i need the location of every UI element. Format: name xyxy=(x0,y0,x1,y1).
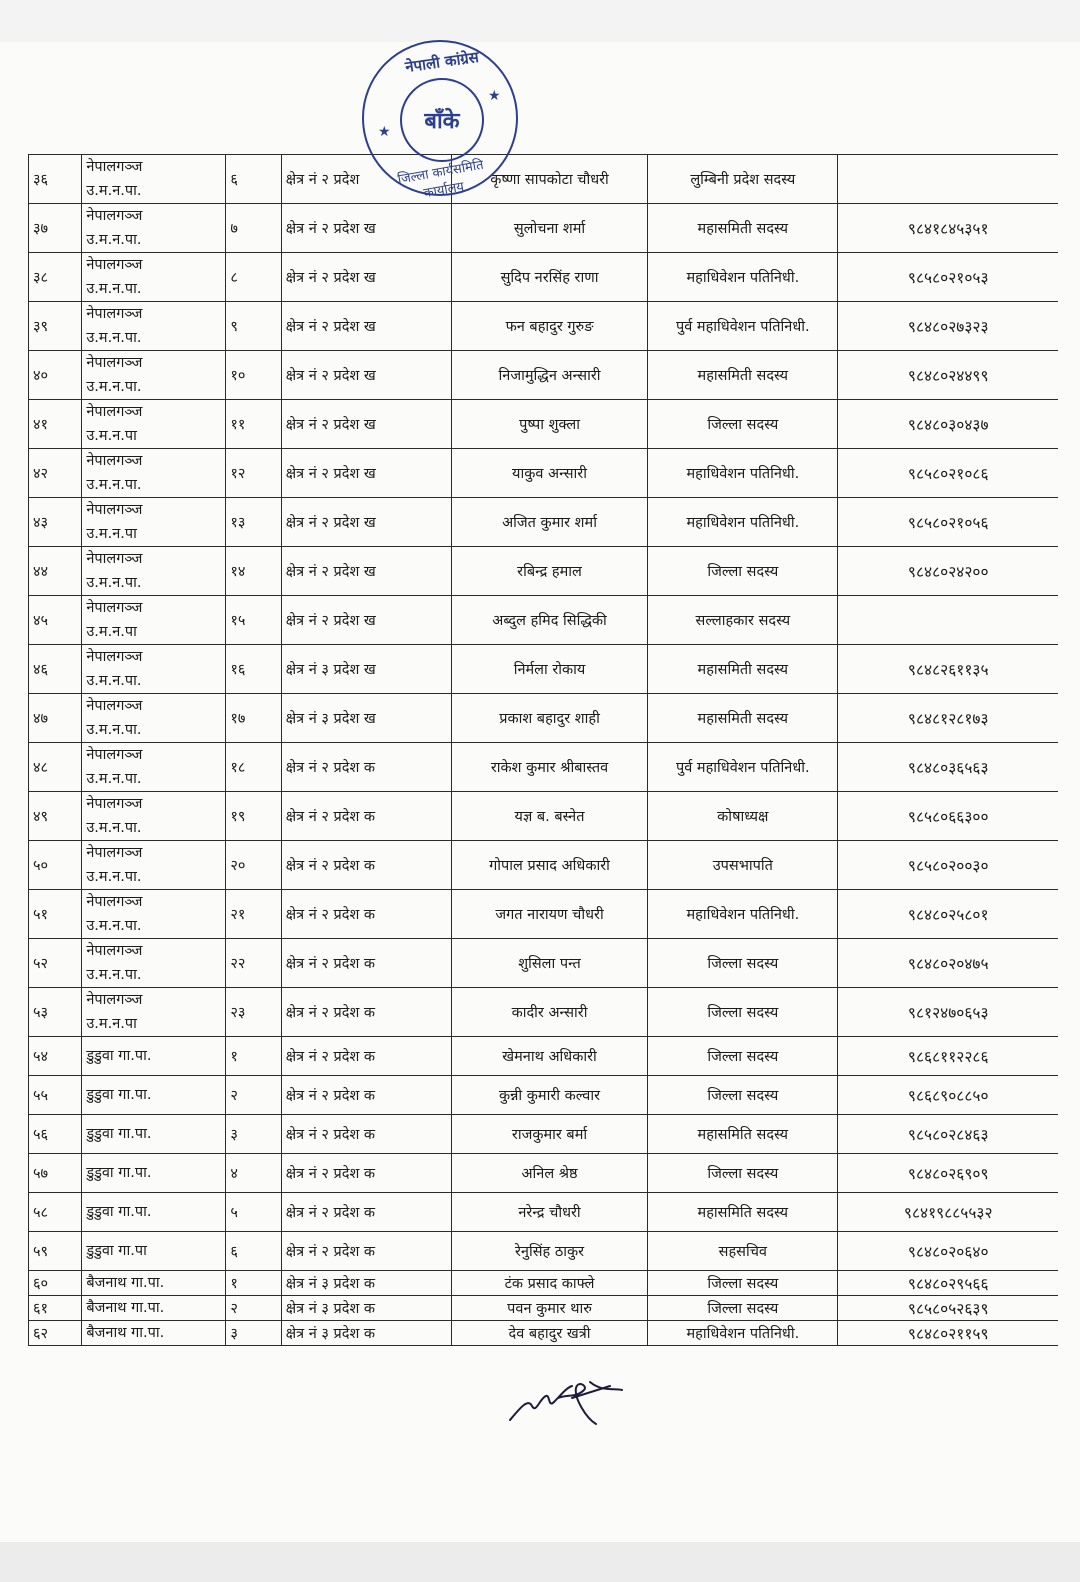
table-row xyxy=(29,596,1059,645)
phone-number-cell: ९८६८९०८८५० xyxy=(838,1076,1058,1115)
designation-cell: जिल्ला सदस्य xyxy=(648,1271,838,1296)
serial-number-cell: ५३ xyxy=(29,988,82,1037)
municipality-type: उ.म.न.पा. xyxy=(86,869,142,885)
phone-number-cell: ९८५८०२१०५६ xyxy=(838,498,1058,547)
municipality-name: नेपालगञ्ज xyxy=(86,551,143,567)
designation-cell: जिल्ला सदस्य xyxy=(648,1296,838,1321)
constituency-cell: क्षेत्र नं २ प्रदेश क xyxy=(281,988,451,1037)
municipality-type: उ.म.न.पा. xyxy=(86,575,142,591)
member-name-cell: याकुव अन्सारी xyxy=(451,449,647,498)
constituency-cell: क्षेत्र नं ३ प्रदेश क xyxy=(281,1271,451,1296)
handwritten-signature xyxy=(506,1368,626,1428)
designation-cell: महासमिति सदस्य xyxy=(648,1115,838,1154)
ward-number-cell: ६ xyxy=(226,155,281,204)
phone-number-cell: ९८५८०२१०५३ xyxy=(838,253,1058,302)
serial-number-cell: ४३ xyxy=(29,498,82,547)
serial-number-cell: ५५ xyxy=(29,1076,82,1115)
designation-cell: महाधिवेशन पतिनिधी. xyxy=(648,253,838,302)
municipality-cell xyxy=(82,204,226,253)
municipality-type: उ.म.न.पा. xyxy=(86,918,142,934)
phone-number-cell: ९८५८०२००३० xyxy=(838,841,1058,890)
member-name-cell: निजामुद्धिन अन्सारी xyxy=(451,351,647,400)
municipality-cell xyxy=(82,694,226,743)
designation-cell: महाधिवेशन पतिनिधी. xyxy=(648,449,838,498)
municipality-name: नेपालगञ्ज xyxy=(86,208,143,224)
constituency-cell: क्षेत्र नं ३ प्रदेश क xyxy=(281,1296,451,1321)
municipality-cell xyxy=(82,1115,226,1154)
designation-cell: जिल्ला सदस्य xyxy=(648,1076,838,1115)
serial-number-cell: ६२ xyxy=(29,1321,82,1346)
municipality-name: नेपालगञ्ज xyxy=(86,747,143,763)
phone-number-cell: ९८४८०२५८०१ xyxy=(838,890,1058,939)
ward-number-cell: २ xyxy=(226,1076,281,1115)
ward-number-cell: २१ xyxy=(226,890,281,939)
serial-number-cell: ३८ xyxy=(29,253,82,302)
constituency-cell: क्षेत्र नं २ प्रदेश क xyxy=(281,1193,451,1232)
constituency-cell: क्षेत्र नं २ प्रदेश ख xyxy=(281,351,451,400)
party-office-stamp xyxy=(362,40,518,202)
municipality-name: नेपालगञ्ज xyxy=(86,257,143,273)
designation-cell: महासमिती सदस्य xyxy=(648,204,838,253)
table-row xyxy=(29,1321,1059,1346)
constituency-cell: क्षेत्र नं २ प्रदेश क xyxy=(281,1076,451,1115)
municipality-name: नेपालगञ्ज xyxy=(86,943,143,959)
serial-number-cell: ६१ xyxy=(29,1296,82,1321)
ward-number-cell: १५ xyxy=(226,596,281,645)
constituency-cell: क्षेत्र नं २ प्रदेश ख xyxy=(281,449,451,498)
phone-number-cell: ९८५८०२१०८६ xyxy=(838,449,1058,498)
member-name-cell: पवन कुमार थारु xyxy=(451,1296,647,1321)
constituency-cell: क्षेत्र नं २ प्रदेश क xyxy=(281,939,451,988)
stamp-center-text: बाँके xyxy=(400,78,484,162)
municipality-cell xyxy=(82,400,226,449)
ward-number-cell: २२ xyxy=(226,939,281,988)
serial-number-cell: ४६ xyxy=(29,645,82,694)
phone-number-cell: ९८५८०६६३०० xyxy=(838,792,1058,841)
designation-cell: महासमिती सदस्य xyxy=(648,351,838,400)
serial-number-cell: ४९ xyxy=(29,792,82,841)
table-row xyxy=(29,743,1059,792)
member-name-cell: अजित कुमार शर्मा xyxy=(451,498,647,547)
designation-cell: पुर्व महाधिवेशन पतिनिधी. xyxy=(648,743,838,792)
phone-number-cell: ९८४८०३६५६३ xyxy=(838,743,1058,792)
constituency-cell: क्षेत्र नं २ प्रदेश ख xyxy=(281,253,451,302)
designation-cell: जिल्ला सदस्य xyxy=(648,988,838,1037)
phone-number-cell: ९८१२४७०६५३ xyxy=(838,988,1058,1037)
constituency-cell: क्षेत्र नं २ प्रदेश ख xyxy=(281,498,451,547)
member-name-cell: यज्ञ ब. बस्नेत xyxy=(451,792,647,841)
ward-number-cell: १९ xyxy=(226,792,281,841)
municipality-name: डुडुवा गा.पा. xyxy=(86,1204,152,1220)
member-name-cell: राकेश कुमार श्रीबास्तव xyxy=(451,743,647,792)
municipality-name: नेपालगञ्ज xyxy=(86,649,143,665)
municipality-cell xyxy=(82,1154,226,1193)
constituency-cell: क्षेत्र नं ३ प्रदेश क xyxy=(281,1321,451,1346)
constituency-cell: क्षेत्र नं २ प्रदेश क xyxy=(281,792,451,841)
phone-number-cell: ९८४८०२४४९९ xyxy=(838,351,1058,400)
designation-cell: सल्लाहकार सदस्य xyxy=(648,596,838,645)
designation-cell: कोषाध्यक्ष xyxy=(648,792,838,841)
table-row xyxy=(29,155,1059,204)
designation-cell: महाधिवेशन पतिनिधी. xyxy=(648,1321,838,1346)
constituency-cell: क्षेत्र नं २ प्रदेश ख xyxy=(281,596,451,645)
phone-number-cell: ९८४८०२०६४० xyxy=(838,1232,1058,1271)
municipality-type: उ.म.न.पा. xyxy=(86,771,142,787)
municipality-type: उ.म.न.पा. xyxy=(86,722,142,738)
member-name-cell: राजकुमार बर्मा xyxy=(451,1115,647,1154)
serial-number-cell: ५१ xyxy=(29,890,82,939)
municipality-cell xyxy=(82,155,226,204)
municipality-name: नेपालगञ्ज xyxy=(86,845,143,861)
member-name-cell: सुलोचना शर्मा xyxy=(451,204,647,253)
designation-cell: लुम्बिनी प्रदेश सदस्य xyxy=(648,155,838,204)
municipality-cell xyxy=(82,1271,226,1296)
municipality-name: डुडुवा गा.पा. xyxy=(86,1165,152,1181)
municipality-cell xyxy=(82,596,226,645)
municipality-name: डुडुवा गा.पा. xyxy=(86,1126,152,1142)
ward-number-cell: १६ xyxy=(226,645,281,694)
table-row xyxy=(29,841,1059,890)
serial-number-cell: ४४ xyxy=(29,547,82,596)
serial-number-cell: ४७ xyxy=(29,694,82,743)
municipality-cell xyxy=(82,1076,226,1115)
municipality-name: डुडुवा गा.पा xyxy=(86,1243,147,1259)
constituency-cell: क्षेत्र नं २ प्रदेश क xyxy=(281,743,451,792)
ward-number-cell: १२ xyxy=(226,449,281,498)
municipality-type: उ.म.न.पा. xyxy=(86,379,142,395)
phone-number-cell: ९८४८०२९५६६ xyxy=(838,1271,1058,1296)
municipality-name: नेपालगञ्ज xyxy=(86,502,143,518)
designation-cell: महाधिवेशन पतिनिधी. xyxy=(648,890,838,939)
municipality-type: उ.म.न.पा. xyxy=(86,183,142,199)
municipality-cell xyxy=(82,302,226,351)
municipality-name: नेपालगञ्ज xyxy=(86,992,143,1008)
serial-number-cell: ४१ xyxy=(29,400,82,449)
table-row xyxy=(29,253,1059,302)
constituency-cell: क्षेत्र नं २ प्रदेश ख xyxy=(281,400,451,449)
member-name-cell: शुसिला पन्त xyxy=(451,939,647,988)
municipality-name: डुडुवा गा.पा. xyxy=(86,1048,152,1064)
municipality-name: नेपालगञ्ज xyxy=(86,159,143,175)
member-name-cell: कुन्नी कुमारी कल्वार xyxy=(451,1076,647,1115)
municipality-name: नेपालगञ्ज xyxy=(86,355,143,371)
ward-number-cell: १३ xyxy=(226,498,281,547)
member-name-cell: टंक प्रसाद काफ्ले xyxy=(451,1271,647,1296)
table-row xyxy=(29,1271,1059,1296)
constituency-cell: क्षेत्र नं २ प्रदेश xyxy=(281,155,451,204)
constituency-cell: क्षेत्र नं २ प्रदेश ख xyxy=(281,547,451,596)
phone-number-cell: ९८४१९८८५५३२ xyxy=(838,1193,1058,1232)
table-row xyxy=(29,204,1059,253)
table-row xyxy=(29,351,1059,400)
constituency-cell: क्षेत्र नं २ प्रदेश क xyxy=(281,1232,451,1271)
table-row xyxy=(29,890,1059,939)
member-name-cell: खेमनाथ अधिकारी xyxy=(451,1037,647,1076)
member-name-cell: अब्दुल हमिद सिद्धिकी xyxy=(451,596,647,645)
serial-number-cell: ४८ xyxy=(29,743,82,792)
phone-number-cell: ९८४८०२०४७५ xyxy=(838,939,1058,988)
table-row xyxy=(29,547,1059,596)
phone-number-cell: ९८४८०२७३२३ xyxy=(838,302,1058,351)
ward-number-cell: १० xyxy=(226,351,281,400)
municipality-type: उ.म.न.पा. xyxy=(86,673,142,689)
table-row xyxy=(29,1232,1059,1271)
member-name-cell: रेनुसिंह ठाकुर xyxy=(451,1232,647,1271)
municipality-cell xyxy=(82,547,226,596)
ward-number-cell: २० xyxy=(226,841,281,890)
table-row xyxy=(29,1154,1059,1193)
member-name-cell: सुदिप नरसिंह राणा xyxy=(451,253,647,302)
constituency-cell: क्षेत्र नं २ प्रदेश क xyxy=(281,1154,451,1193)
ward-number-cell: ८ xyxy=(226,253,281,302)
ward-number-cell: १ xyxy=(226,1271,281,1296)
designation-cell: जिल्ला सदस्य xyxy=(648,1037,838,1076)
phone-number-cell: ९८४८०२११५९ xyxy=(838,1321,1058,1346)
municipality-cell xyxy=(82,792,226,841)
top-margin xyxy=(0,0,1080,42)
serial-number-cell: ४५ xyxy=(29,596,82,645)
municipality-cell xyxy=(82,449,226,498)
member-name-cell: निर्मला रोकाय xyxy=(451,645,647,694)
designation-cell: महासमिती सदस्य xyxy=(648,694,838,743)
municipality-type: उ.म.न.पा xyxy=(86,624,137,640)
phone-number-cell: ९८४८०२४२०० xyxy=(838,547,1058,596)
municipality-cell xyxy=(82,743,226,792)
constituency-cell: क्षेत्र नं २ प्रदेश ख xyxy=(281,204,451,253)
phone-number-cell: ९८५८०५२६३९ xyxy=(838,1296,1058,1321)
serial-number-cell: ४० xyxy=(29,351,82,400)
municipality-type: उ.म.न.पा. xyxy=(86,820,142,836)
serial-number-cell: ५२ xyxy=(29,939,82,988)
municipality-name: नेपालगञ्ज xyxy=(86,306,143,322)
ward-number-cell: १७ xyxy=(226,694,281,743)
ward-number-cell: ९ xyxy=(226,302,281,351)
member-name-cell: फन बहादुर गुरुङ xyxy=(451,302,647,351)
ward-number-cell: ७ xyxy=(226,204,281,253)
municipality-cell xyxy=(82,1321,226,1346)
ward-number-cell: ३ xyxy=(226,1321,281,1346)
serial-number-cell: ६० xyxy=(29,1271,82,1296)
municipality-name: डुडुवा गा.पा. xyxy=(86,1087,152,1103)
stamp-top-text: नेपाली कांग्रेस xyxy=(404,47,480,77)
municipality-type: उ.म.न.पा xyxy=(86,526,137,542)
municipality-type: उ.म.न.पा. xyxy=(86,281,142,297)
member-name-cell: कृष्णा सापकोटा चौधरी xyxy=(451,155,647,204)
designation-cell: महाधिवेशन पतिनिधी. xyxy=(648,498,838,547)
municipality-type: उ.म.न.पा. xyxy=(86,477,142,493)
ward-number-cell: ११ xyxy=(226,400,281,449)
municipality-name: बैजनाथ गा.पा. xyxy=(86,1300,165,1316)
phone-number-cell: ९८५८०२८४६३ xyxy=(838,1115,1058,1154)
table-row xyxy=(29,792,1059,841)
municipality-cell xyxy=(82,1193,226,1232)
table-row xyxy=(29,694,1059,743)
ward-number-cell: २ xyxy=(226,1296,281,1321)
member-name-cell: नरेन्द्र चौधरी xyxy=(451,1193,647,1232)
municipality-cell xyxy=(82,1037,226,1076)
designation-cell: उपसभापति xyxy=(648,841,838,890)
serial-number-cell: ३६ xyxy=(29,155,82,204)
serial-number-cell: ५८ xyxy=(29,1193,82,1232)
serial-number-cell: ५० xyxy=(29,841,82,890)
ward-number-cell: २३ xyxy=(226,988,281,1037)
stamp-star-icon: ★ xyxy=(488,88,501,104)
ward-number-cell: ४ xyxy=(226,1154,281,1193)
table-row xyxy=(29,302,1059,351)
municipality-cell xyxy=(82,645,226,694)
municipality-cell xyxy=(82,1296,226,1321)
designation-cell: जिल्ला सदस्य xyxy=(648,1154,838,1193)
phone-number-cell xyxy=(838,596,1058,645)
member-name-cell: पुष्पा शुक्ला xyxy=(451,400,647,449)
municipality-type: उ.म.न.पा. xyxy=(86,330,142,346)
serial-number-cell: ३७ xyxy=(29,204,82,253)
table-row xyxy=(29,1193,1059,1232)
phone-number-cell: ९८४८१२८१७३ xyxy=(838,694,1058,743)
table-row xyxy=(29,449,1059,498)
designation-cell: महासमिति सदस्य xyxy=(648,1193,838,1232)
member-name-cell: कादीर अन्सारी xyxy=(451,988,647,1037)
municipality-cell xyxy=(82,841,226,890)
phone-number-cell xyxy=(838,155,1058,204)
phone-number-cell: ९८४८०३०४३७ xyxy=(838,400,1058,449)
ward-number-cell: ६ xyxy=(226,1232,281,1271)
table-row xyxy=(29,498,1059,547)
table-row xyxy=(29,1076,1059,1115)
municipality-name: बैजनाथ गा.पा. xyxy=(86,1275,165,1291)
table-row xyxy=(29,645,1059,694)
municipality-name: नेपालगञ्ज xyxy=(86,600,143,616)
phone-number-cell: ९८४८०२६९०९ xyxy=(838,1154,1058,1193)
member-name-cell: जगत नारायण चौधरी xyxy=(451,890,647,939)
serial-number-cell: ५९ xyxy=(29,1232,82,1271)
table-row xyxy=(29,939,1059,988)
municipality-cell xyxy=(82,351,226,400)
serial-number-cell: ५७ xyxy=(29,1154,82,1193)
designation-cell: जिल्ला सदस्य xyxy=(648,400,838,449)
ward-number-cell: १४ xyxy=(226,547,281,596)
municipality-type: उ.म.न.पा xyxy=(86,1016,137,1032)
municipality-cell xyxy=(82,498,226,547)
table-row xyxy=(29,988,1059,1037)
ward-number-cell: ३ xyxy=(226,1115,281,1154)
table-row xyxy=(29,1115,1059,1154)
municipality-name: नेपालगञ्ज xyxy=(86,453,143,469)
member-roster-table xyxy=(28,154,1058,1346)
constituency-cell: क्षेत्र नं २ प्रदेश ख xyxy=(281,302,451,351)
municipality-cell xyxy=(82,939,226,988)
designation-cell: पुर्व महाधिवेशन पतिनिधी. xyxy=(648,302,838,351)
designation-cell: जिल्ला सदस्य xyxy=(648,939,838,988)
designation-cell: सहसचिव xyxy=(648,1232,838,1271)
stamp-bottom-text: जिल्ला कार्यसमिति कार्यालय xyxy=(396,157,485,202)
constituency-cell: क्षेत्र नं ३ प्रदेश ख xyxy=(281,694,451,743)
ward-number-cell: १ xyxy=(226,1037,281,1076)
constituency-cell: क्षेत्र नं २ प्रदेश क xyxy=(281,890,451,939)
constituency-cell: क्षेत्र नं ३ प्रदेश ख xyxy=(281,645,451,694)
constituency-cell: क्षेत्र नं २ प्रदेश क xyxy=(281,1115,451,1154)
serial-number-cell: ५४ xyxy=(29,1037,82,1076)
municipality-name: नेपालगञ्ज xyxy=(86,796,143,812)
municipality-type: उ.म.न.पा. xyxy=(86,232,142,248)
constituency-cell: क्षेत्र नं २ प्रदेश क xyxy=(281,1037,451,1076)
member-name-cell: देव बहादुर खत्री xyxy=(451,1321,647,1346)
table-row xyxy=(29,1037,1059,1076)
phone-number-cell: ९८४८२६११३५ xyxy=(838,645,1058,694)
member-name-cell: रबिन्द्र हमाल xyxy=(451,547,647,596)
municipality-cell xyxy=(82,890,226,939)
municipality-cell xyxy=(82,1232,226,1271)
roster-body xyxy=(29,155,1059,1346)
member-name-cell: अनिल श्रेष्ठ xyxy=(451,1154,647,1193)
table-row xyxy=(29,400,1059,449)
municipality-cell xyxy=(82,988,226,1037)
designation-cell: जिल्ला सदस्य xyxy=(648,547,838,596)
phone-number-cell: ९८६८११२२८६ xyxy=(838,1037,1058,1076)
municipality-name: बैजनाथ गा.पा. xyxy=(86,1325,165,1341)
serial-number-cell: ५६ xyxy=(29,1115,82,1154)
constituency-cell: क्षेत्र नं २ प्रदेश क xyxy=(281,841,451,890)
serial-number-cell: ४२ xyxy=(29,449,82,498)
municipality-name: नेपालगञ्ज xyxy=(86,698,143,714)
municipality-type: उ.म.न.पा. xyxy=(86,967,142,983)
municipality-name: नेपालगञ्ज xyxy=(86,894,143,910)
table-row xyxy=(29,1296,1059,1321)
serial-number-cell: ३९ xyxy=(29,302,82,351)
designation-cell: महासमिती सदस्य xyxy=(648,645,838,694)
stamp-star-icon: ★ xyxy=(378,124,391,140)
member-name-cell: गोपाल प्रसाद अधिकारी xyxy=(451,841,647,890)
ward-number-cell: ५ xyxy=(226,1193,281,1232)
municipality-type: उ.म.न.पा xyxy=(86,428,137,444)
ward-number-cell: १८ xyxy=(226,743,281,792)
municipality-name: नेपालगञ्ज xyxy=(86,404,143,420)
municipality-cell xyxy=(82,253,226,302)
phone-number-cell: ९८४१८४५३५१ xyxy=(838,204,1058,253)
member-name-cell: प्रकाश बहादुर शाही xyxy=(451,694,647,743)
bottom-margin xyxy=(0,1542,1080,1582)
